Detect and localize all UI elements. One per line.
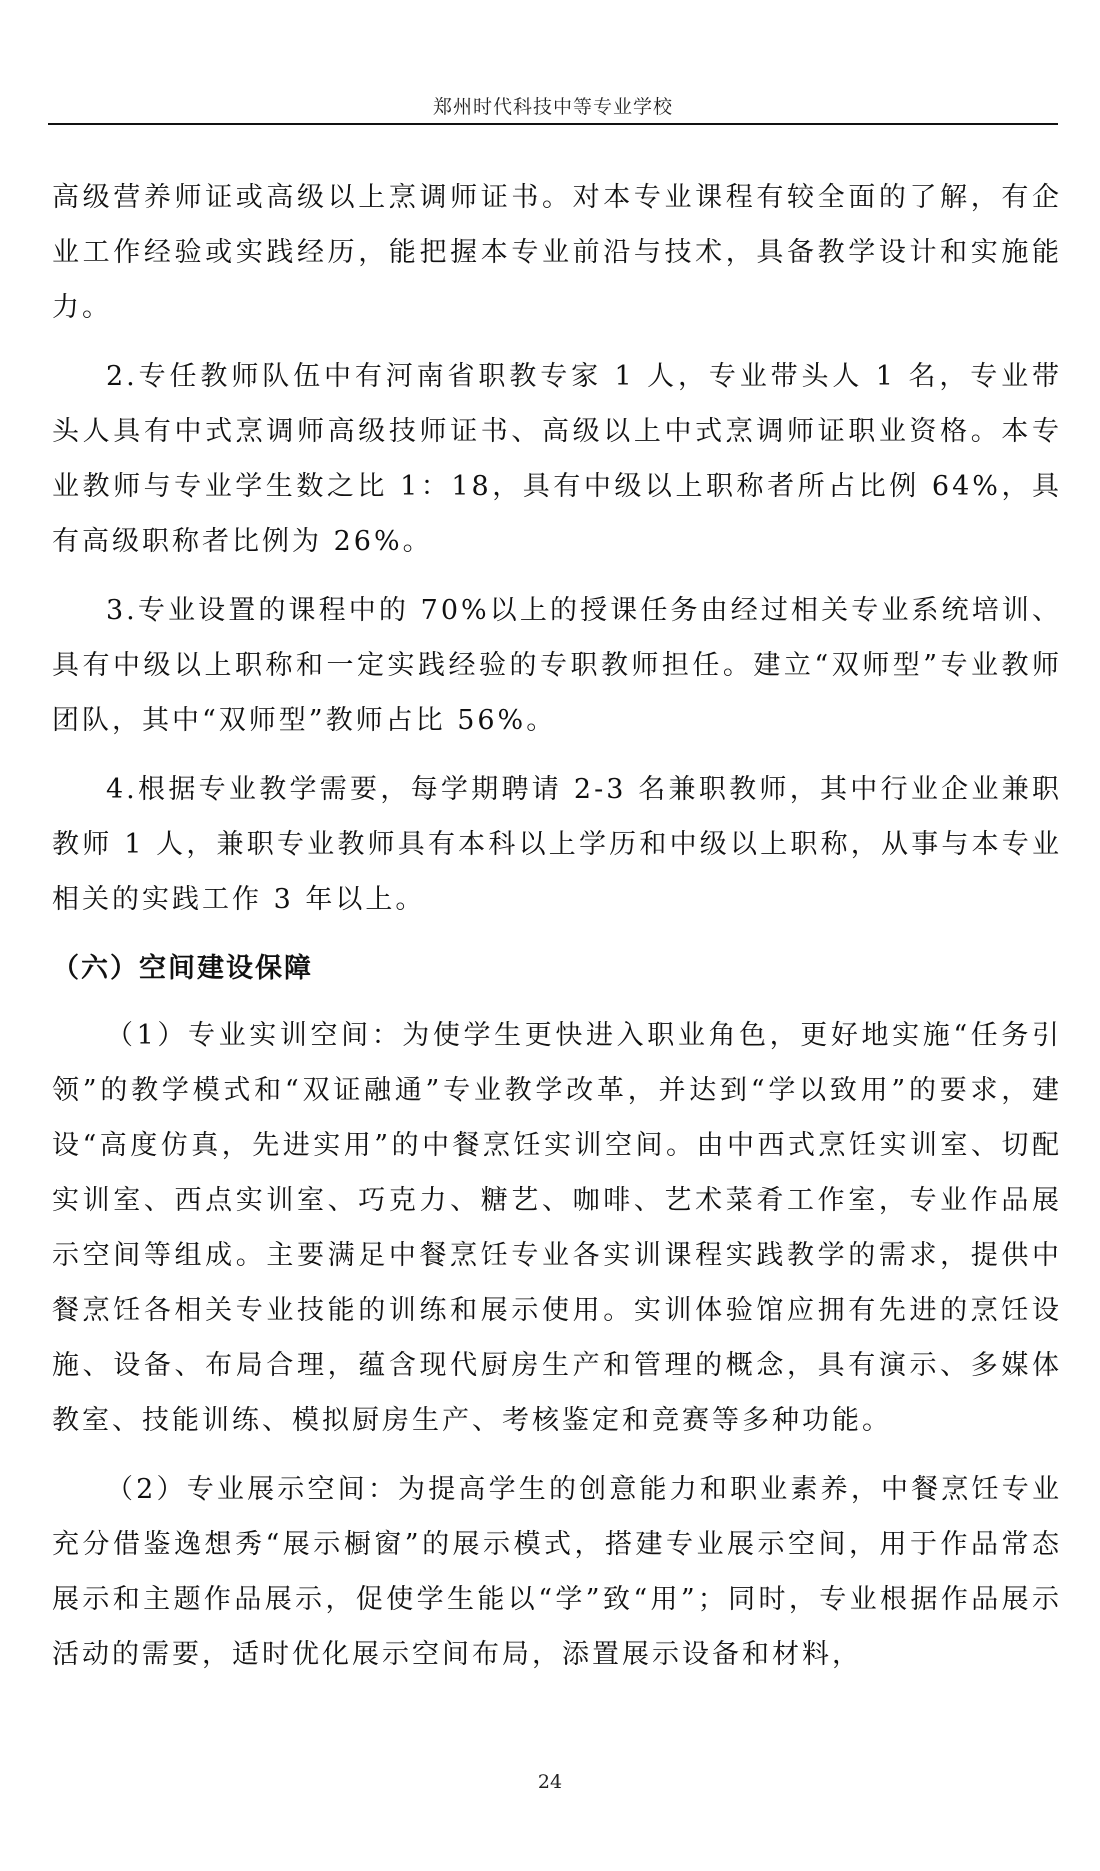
section-heading: （六）空间建设保障 bbox=[52, 953, 313, 984]
document-body bbox=[52, 170, 1062, 1696]
section-paragraph-2: （2）专业展示空间：为提高学生的创意能力和职业素养，中餐烹饪专业充分借鉴逸想秀“展示橱窗”的展示模式，搭建专业展示空间，用于作品常态展示和主题作品展示，促使学生能以“学”致“用”；同时，专业根据作品展示活动的需要，适时优化展示空间布局，添置展示设备和材料， bbox=[52, 1474, 1062, 1670]
header-divider bbox=[48, 123, 1058, 125]
page-header-title: 郑州时代科技中等专业学校 bbox=[432, 96, 673, 118]
paragraph-item-3: 3.专业设置的课程中的 70%以上的授课任务由经过相关专业系统培训、具有中级以上职称和一定实践经验的专职教师担任。建立“双师型”专业教师团队，其中“双师型”教师占比 56%。 bbox=[52, 595, 1062, 736]
section-paragraph-1: （1）专业实训空间：为使学生更快进入职业角色，更好地实施“任务引领”的教学模式和“双证融通”专业教学改革，并达到“学以致用”的要求，建设“高度仿真，先进实用”的中餐烹饪实训空间。由中西式烹饪实训室、切配实训室、西点实训室、巧克力、糖艺、咖啡、艺术菜肴工作室，专业作品展示空间等组成。主要满足中餐烹饪专业各实训课程实践教学的需求，提供中餐烹饪各相关专业技能的训练和展示使用。实训体验馆应拥有先进的烹饪设施、设备、布局合理，蕴含现代厨房生产和管理的概念，具有演示、多媒体教室、技能训练、模拟厨房生产、考核鉴定和竞赛等多种功能。 bbox=[52, 1020, 1062, 1436]
paragraph-item-4: 4.根据专业教学需要，每学期聘请 2-3 名兼职教师，其中行业企业兼职教师 1 人，兼职专业教师具有本科以上学历和中级以上职称，从事与本专业相关的实践工作 3 年以上。 bbox=[52, 774, 1062, 915]
page-number: 24 bbox=[537, 1771, 563, 1793]
paragraph-item-2: 2.专任教师队伍中有河南省职教专家 1 人，专业带头人 1 名，专业带头人具有中式烹调师高级技师证书、高级以上中式烹调师证职业资格。本专业教师与专业学生数之比 1：18，具有中级以上职称者所占比例 64%，具有高级职称者比例为 26%。 bbox=[52, 361, 1062, 557]
paragraph-continuation: 高级营养师证或高级以上烹调师证书。对本专业课程有较全面的了解，有企业工作经验或实践经历，能把握本专业前沿与技术，具备教学设计和实施能 力。 bbox=[52, 182, 1062, 323]
